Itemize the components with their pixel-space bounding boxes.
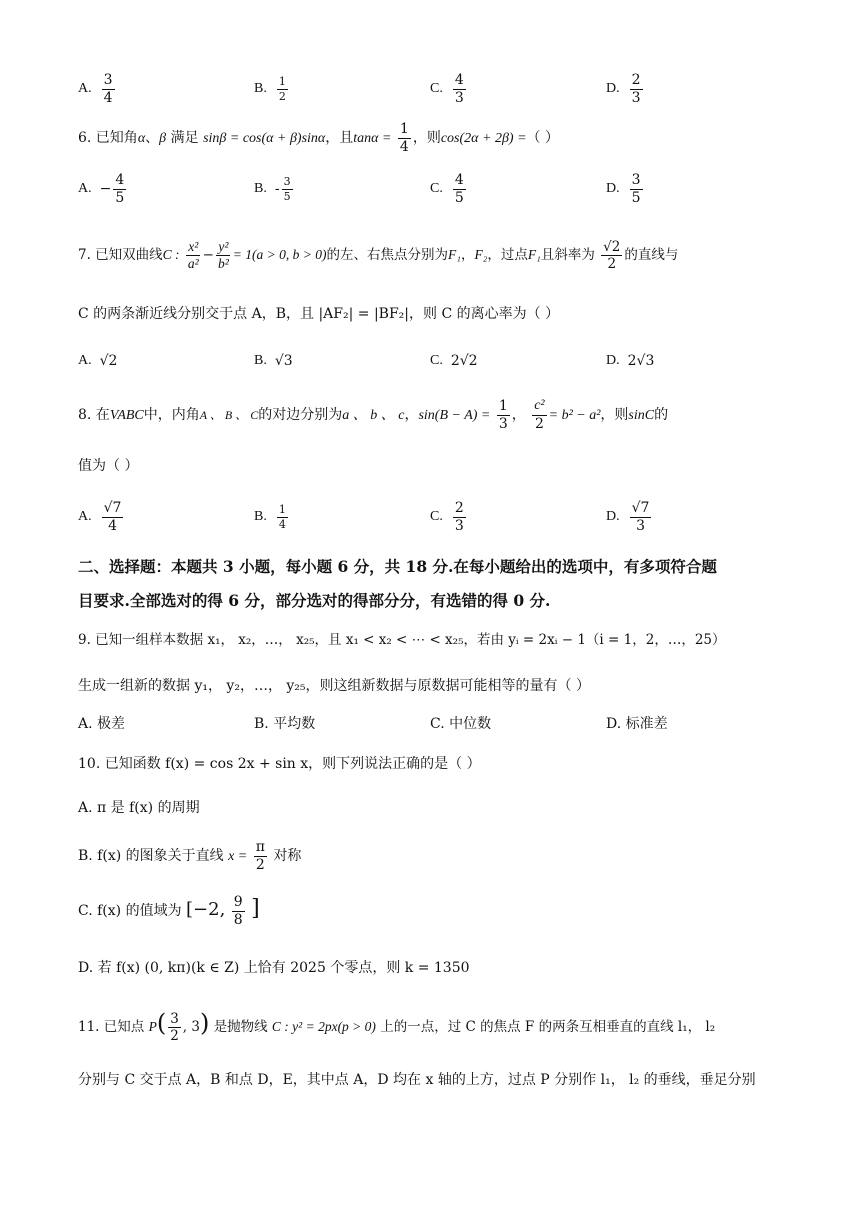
q6-text: ，且: [325, 130, 354, 146]
interval-open: [−2,: [186, 899, 226, 920]
numerator: 3: [103, 71, 113, 88]
fraction: [398, 122, 411, 154]
option-text: B. f(x) 的图象关于直线: [78, 848, 224, 864]
choice-label: B.: [254, 509, 267, 524]
choice-label: B.: [254, 81, 267, 96]
denominator: 5: [283, 189, 291, 203]
denominator: 3: [631, 89, 641, 106]
fraction: [453, 173, 466, 205]
fraction: [630, 173, 643, 205]
q7-stem-line2: C 的两条渐近线分别交于点 A，B，且 |AF₂| = |BF₂|，则 C 的离心率为（ ）: [78, 306, 560, 322]
fraction: [102, 501, 124, 533]
minus-sign: -: [274, 181, 280, 197]
numerator: 1: [278, 74, 286, 88]
fraction: [186, 240, 201, 271]
numerator: 3: [631, 171, 641, 188]
choice-label: B.: [254, 353, 267, 368]
choice-label: B.: [254, 181, 267, 196]
q7-choices: [78, 336, 798, 386]
q8-text: ，则: [600, 407, 629, 423]
q6-text: ，则: [412, 130, 441, 146]
denominator: b²: [217, 256, 229, 271]
choice-label: C.: [430, 353, 443, 368]
q8-prefix: 8. 在: [78, 407, 110, 423]
fraction: [102, 73, 115, 105]
numerator: y²: [216, 240, 230, 256]
q6-choice-a: [78, 164, 128, 214]
separator: ，: [404, 407, 419, 423]
fraction: [532, 399, 546, 431]
q7-choice-b: [254, 336, 293, 386]
sides: a 、 b 、 c: [342, 408, 405, 423]
choice-label: C.: [430, 509, 443, 524]
numerator: √7: [103, 499, 122, 516]
q6-choices: [78, 164, 798, 214]
q6-choice-b: [254, 164, 295, 214]
denominator: 3: [636, 517, 645, 534]
q6-stem: [78, 118, 800, 159]
interval-close: ]: [251, 896, 260, 921]
choice-value: √3: [274, 353, 293, 369]
denominator: 4: [278, 517, 286, 531]
fraction: [113, 173, 126, 205]
alpha-symbol: α: [137, 131, 146, 146]
fraction: [630, 501, 652, 533]
choice-value: 2√3: [627, 353, 655, 369]
beta-symbol: β: [159, 131, 167, 146]
q6-choice-c: [430, 164, 468, 214]
numerator: x²: [186, 240, 200, 256]
numerator: π: [255, 838, 265, 855]
choice-label: A.: [78, 353, 92, 368]
angles: A 、 B 、 C: [199, 408, 259, 422]
fraction: [630, 73, 643, 105]
q8-ask: sinC: [628, 408, 655, 423]
q8-choice-a: [78, 492, 125, 542]
denominator: 3: [454, 517, 464, 534]
q6-ask: cos(2α + 2β) =: [440, 131, 527, 146]
denominator: 2: [278, 89, 286, 103]
q6-prefix: 6. 已知角: [78, 130, 138, 146]
q9-choice-d: [606, 710, 668, 736]
fraction: [453, 73, 466, 105]
q5-choice-d: [606, 64, 645, 114]
fraction: [282, 176, 293, 202]
q8-text: 的对边分别为: [258, 407, 343, 423]
choice-label: D.: [606, 81, 620, 96]
focus-f2: F₂: [474, 247, 488, 262]
numerator: 4: [454, 71, 464, 88]
q7-choice-a: [78, 336, 117, 386]
choice-label: A.: [78, 81, 92, 96]
denominator: 4: [108, 517, 117, 534]
denominator: 4: [103, 89, 113, 106]
q5-choice-a: [78, 64, 117, 114]
q10-option-d: D. 若 f(x) (0, kπ)(k ∈ Z) 上恰有 2025 个零点，则 k = 1350: [78, 960, 470, 976]
q7-choice-d: [606, 336, 654, 386]
point-coord: , 3: [182, 1019, 200, 1035]
choice-label: D.: [606, 181, 620, 196]
numerator: 3: [170, 1010, 179, 1027]
choice-text: B. 平均数: [254, 716, 316, 732]
numerator: 4: [454, 171, 464, 188]
numerator: √7: [631, 499, 650, 516]
q8-choice-b: [254, 492, 290, 542]
q8-stem: [78, 394, 800, 437]
triangle-name: VABC: [109, 408, 144, 423]
choice-value: √2: [99, 353, 118, 369]
fraction: [277, 76, 288, 102]
q11-stem: 11. 已知点 P( $\frac{3}{2}$ , 3) 是抛物线 C : y² = 2px(p > 0) 上的一点，过 C 的焦点 F 的两条互相垂直的直线 l₁， l₂: [78, 1009, 716, 1044]
answer-blank: （ ）: [526, 130, 559, 146]
x-equals: x =: [228, 849, 248, 864]
denominator: 5: [631, 189, 641, 206]
numerator: c²: [532, 399, 546, 416]
q6-text: 满足: [166, 130, 199, 146]
denominator: 5: [454, 189, 464, 206]
relation: = b² − a²: [548, 408, 601, 423]
choice-text: D. 标准差: [606, 716, 668, 732]
q6-tan: tanα =: [353, 131, 392, 146]
fraction: [232, 895, 245, 927]
q9-choice-c: [430, 710, 491, 736]
numerator: 2: [631, 71, 641, 88]
q7-text: 且斜率为: [540, 247, 595, 263]
choice-label: D.: [606, 509, 620, 524]
q10-option-b: [78, 836, 800, 877]
q5-choice-b: [254, 64, 290, 114]
curve-name: C :: [162, 247, 180, 262]
q5-choices: [78, 64, 798, 114]
q8-choices: [78, 492, 798, 542]
denominator: 3: [498, 415, 508, 432]
choice-label: A.: [78, 181, 92, 196]
q10-option-c: [78, 884, 800, 936]
numerator: 2: [454, 499, 464, 516]
q8-choice-c: [430, 492, 468, 542]
fraction: [254, 840, 267, 872]
q11-stem-line2: 分别与 C 交于点 A，B 和点 D，E，其中点 A，D 均在 x 轴的上方，过点 P 分别作 l₁， l₂ 的垂线，垂足分别: [78, 1072, 756, 1088]
q11-text: 上的一点，过 C 的焦点 F 的两条互相垂直的直线 l₁， l₂: [380, 1019, 716, 1035]
q7-text: 的直线与: [624, 247, 679, 263]
q7-text: ，过点: [487, 247, 528, 263]
denominator: 2: [170, 1028, 179, 1044]
q9-stem-line2: 生成一组新的数据 y₁， y₂，…， y₂₅，则这组新数据与原数据可能相等的量有（ ）: [78, 678, 590, 694]
section-heading-line2: 目要求.全部选对的得 6 分，部分选对的得部分分，有选错的得 0 分.: [78, 591, 551, 610]
parabola-equation: C : y² = 2px(p > 0): [271, 1019, 376, 1034]
q9-choice-b: [254, 710, 315, 736]
choice-text: C. 中位数: [430, 716, 492, 732]
q7-choice-c: [430, 336, 478, 386]
fraction: [453, 501, 466, 533]
q9-stem: 9. 已知一组样本数据 x₁， x₂，…， x₂₅，且 x₁ < x₂ < ⋯ < x₂₅，若由 yᵢ = 2xᵢ − 1（i = 1，2，…，25）: [78, 632, 726, 648]
choice-text: A. 极差: [78, 716, 126, 732]
q9-choices: [78, 710, 798, 736]
numerator: 1: [498, 397, 508, 414]
denominator: 3: [454, 89, 464, 106]
option-text: 对称: [273, 848, 302, 864]
sin-expression: sin(B − A) =: [418, 408, 491, 423]
q7-text: 的左、右焦点分别为: [326, 247, 448, 263]
fraction: [277, 504, 288, 530]
denominator: 4: [399, 138, 409, 155]
denominator: 5: [115, 189, 125, 206]
q6-choice-d: [606, 164, 645, 214]
denominator: 2: [255, 856, 265, 873]
option-text: C. f(x) 的值域为: [78, 903, 182, 919]
q11-text: 是抛物线: [213, 1019, 268, 1035]
q6-condition: sinβ = cos(α + β)sinα: [203, 131, 326, 146]
numerator: 4: [115, 171, 125, 188]
minus-sign: −: [99, 181, 112, 197]
fraction: [216, 240, 231, 271]
q8-text: 中，内角: [143, 407, 200, 423]
fraction: [168, 1012, 181, 1043]
q8-stem-line2: 值为（ ）: [78, 458, 139, 474]
q9-choice-a: [78, 710, 125, 736]
separator: ，: [460, 247, 475, 263]
equation: = 1(a > 0, b > 0): [232, 247, 327, 262]
fraction: [601, 240, 622, 271]
denominator: 2: [607, 256, 617, 272]
q10-option-a: A. π 是 f(x) 的周期: [78, 800, 200, 816]
numerator: 9: [233, 893, 243, 910]
q10-stem: 10. 已知函数 f(x) = cos 2x + sin x，则下列说法正确的是（ ）: [78, 756, 481, 772]
focus-f1: F₁: [527, 247, 541, 262]
q7-stem: 7. 已知双曲线C : $\frac{\text{x²}}{\text{a²}}$ − $\frac{\text{y²}}{\text{b²}}$ = 1(a > 0, b > 0)的左、右焦点分别为F₁，F₂，过点F₁且斜率为 $\frac{√2}{2}$ 的直线与: [78, 238, 679, 272]
separator: 、: [145, 130, 160, 146]
denominator: a²: [187, 256, 199, 271]
q5-choice-c: [430, 64, 468, 114]
numerator: 1: [399, 120, 409, 137]
section-heading: 二、选择题：本题共 3 小题，每小题 6 分，共 18 分.在每小题给出的选项中，有多项符合题: [78, 557, 717, 576]
numerator: 1: [278, 502, 286, 516]
choice-label: A.: [78, 509, 92, 524]
choice-label: C.: [430, 181, 443, 196]
denominator: 8: [233, 911, 243, 928]
numerator: √2: [603, 238, 621, 255]
q7-prefix: 7. 已知双曲线: [78, 247, 163, 263]
numerator: 3: [283, 174, 291, 188]
q8-text: 的: [654, 407, 669, 423]
q8-choice-d: [606, 492, 653, 542]
choice-label: C.: [430, 81, 443, 96]
separator: ，: [511, 407, 526, 423]
choice-value: 2√2: [450, 353, 478, 369]
q11-prefix: 11. 已知点: [78, 1019, 145, 1035]
focus-f1: F₁: [447, 247, 461, 262]
point-p: P: [148, 1019, 157, 1034]
choice-label: D.: [606, 353, 620, 368]
fraction: [497, 399, 510, 431]
denominator: 2: [534, 415, 544, 432]
